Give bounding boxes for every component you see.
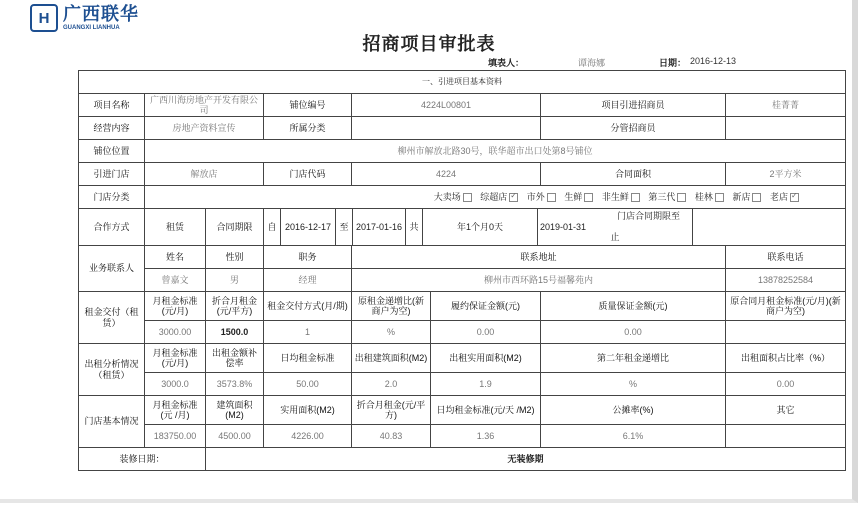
label-stall-no: 铺位编号 xyxy=(264,94,352,117)
term-to: 2017-01-16 xyxy=(353,209,406,245)
contract-term-cells: 自 2016-12-17 至 2017-01-16 共 年1个月0天 门店合同期限至 2019-01-31 止 xyxy=(264,209,846,246)
label-contact: 业务联系人 xyxy=(79,246,145,292)
location-value: 柳州市解放北路30号，联华超市出口处第8号铺位 xyxy=(145,140,846,163)
shop-contract-end: 门店合同期限至 2019-01-31 止 xyxy=(538,209,693,245)
label-agent: 项目引进招商员 xyxy=(541,94,726,117)
label-cooperation: 合作方式 xyxy=(79,209,145,246)
store-value: 解放店 xyxy=(145,163,264,186)
row-project xyxy=(79,94,846,117)
store-code-value: 4224 xyxy=(352,163,541,186)
label-lease: 出租分析情况（租赁） xyxy=(79,344,145,396)
brand-name: 广西联华 xyxy=(63,4,139,24)
row-business xyxy=(79,117,846,140)
business-value: 房地产资料宣传 xyxy=(145,117,264,140)
label-project-name: 项目名称 xyxy=(79,94,145,117)
label-contract-term: 合同期限 xyxy=(206,209,264,246)
label-business: 经营内容 xyxy=(79,117,145,140)
checkbox[interactable] xyxy=(677,193,686,202)
store-value-row: 183750.00 4500.00 4226.00 40.83 1.36 6.1% xyxy=(79,425,846,448)
row-cooperation xyxy=(79,209,846,246)
agent-value: 桂菁菁 xyxy=(726,94,846,117)
row-store xyxy=(79,163,846,186)
store-header-row: 门店基本情况 月租金标准(元 /月) 建筑面积(M2) 实用面积(M2) 折合月租金(元/平方) 日均租金标准(元/天 /M2) 公摊率(%) 其它 xyxy=(79,396,846,425)
checkbox[interactable] xyxy=(631,193,640,202)
label-category: 所属分类 xyxy=(264,117,352,140)
contact-header-row: 业务联系人 姓名 性别 职务 联系地址 联系电话 xyxy=(79,246,846,269)
lease-value-row: 3000.0 3573.8% 50.00 2.0 1.9 % 0.00 xyxy=(79,373,846,396)
checkbox[interactable] xyxy=(584,193,593,202)
label-store: 引进门店 xyxy=(79,163,145,186)
rent-header-row: 租金交付（租赁） 月租金标准(元/月) 折合月租金(元/平方) 租金交付方式(月/期) 原租金递增比(新商户为空) 履约保证金额(元) 质量保证金额(元) 原合同月租金标准(元/月)(新商户为空) xyxy=(79,292,846,321)
checkbox[interactable] xyxy=(463,193,472,202)
contact-gender: 男 xyxy=(206,269,264,292)
contract-area-value: 2平方米 xyxy=(726,163,846,186)
checkbox[interactable] xyxy=(752,193,761,202)
brand-logo xyxy=(30,4,139,32)
checkbox-checked[interactable] xyxy=(509,193,518,202)
filler-label: 填表人： xyxy=(488,58,525,68)
contact-value-row xyxy=(79,269,846,292)
brand-mark-icon: H xyxy=(30,4,58,32)
checkbox[interactable] xyxy=(547,193,556,202)
decor-value: 无装修期 xyxy=(206,448,846,471)
term-from: 2016-12-17 xyxy=(281,209,336,245)
label-rent: 租金交付（租赁） xyxy=(79,292,145,344)
project-name-value: 广西川海房地产开发有限公司 xyxy=(145,94,264,117)
checkbox[interactable] xyxy=(715,193,724,202)
contact-name: 曾嘉文 xyxy=(145,269,206,292)
contact-phone: 13878252584 xyxy=(726,269,846,292)
approval-form xyxy=(78,70,846,471)
row-location xyxy=(79,140,846,163)
manager-value xyxy=(726,117,846,140)
date-value: 2016-12-13 xyxy=(690,56,737,66)
date-label: 日期： xyxy=(659,58,687,68)
checkbox-checked[interactable] xyxy=(790,193,799,202)
store-type-options: 大卖场 综超店✓ 市外 生鲜 非生鲜 第三代 桂林 新店 老店✓ xyxy=(145,186,846,209)
label-store-code: 门店代码 xyxy=(264,163,352,186)
label-decor: 装修日期： xyxy=(79,448,206,471)
rent-value-row: 3000.00 1500.0 1 % 0.00 0.00 xyxy=(79,321,846,344)
term-total: 年1个月0天 xyxy=(423,209,538,245)
label-manager: 分管招商员 xyxy=(541,117,726,140)
brand-name-en: GUANGXI LIANHUA xyxy=(63,25,120,31)
cooperation-value: 租赁 xyxy=(145,209,206,246)
stall-no-value: 4224L00801 xyxy=(352,94,541,117)
contact-title: 经理 xyxy=(264,269,352,292)
label-store-info: 门店基本情况 xyxy=(79,396,145,448)
section-title: 一、引进项目基本资料 xyxy=(79,71,846,94)
label-location: 铺位位置 xyxy=(79,140,145,163)
lease-header-row: 出租分析情况（租赁） 月租金标准(元/月) 出租金额补偿率 日均租金标准 出租建筑面积(M2) 出租实用面积(M2) 第二年租金递增比 出租面积占比率（%） xyxy=(79,344,846,373)
category-value xyxy=(352,117,541,140)
label-store-type: 门店分类 xyxy=(79,186,145,209)
filler-value: 谭海娜 xyxy=(578,58,606,68)
contact-address: 柳州市西环路15号福馨苑内 xyxy=(352,269,726,292)
row-store-type xyxy=(79,186,846,209)
page-title: 招商项目审批表 xyxy=(362,34,496,54)
label-contract-area: 合同面积 xyxy=(541,163,726,186)
decor-row xyxy=(79,448,846,471)
